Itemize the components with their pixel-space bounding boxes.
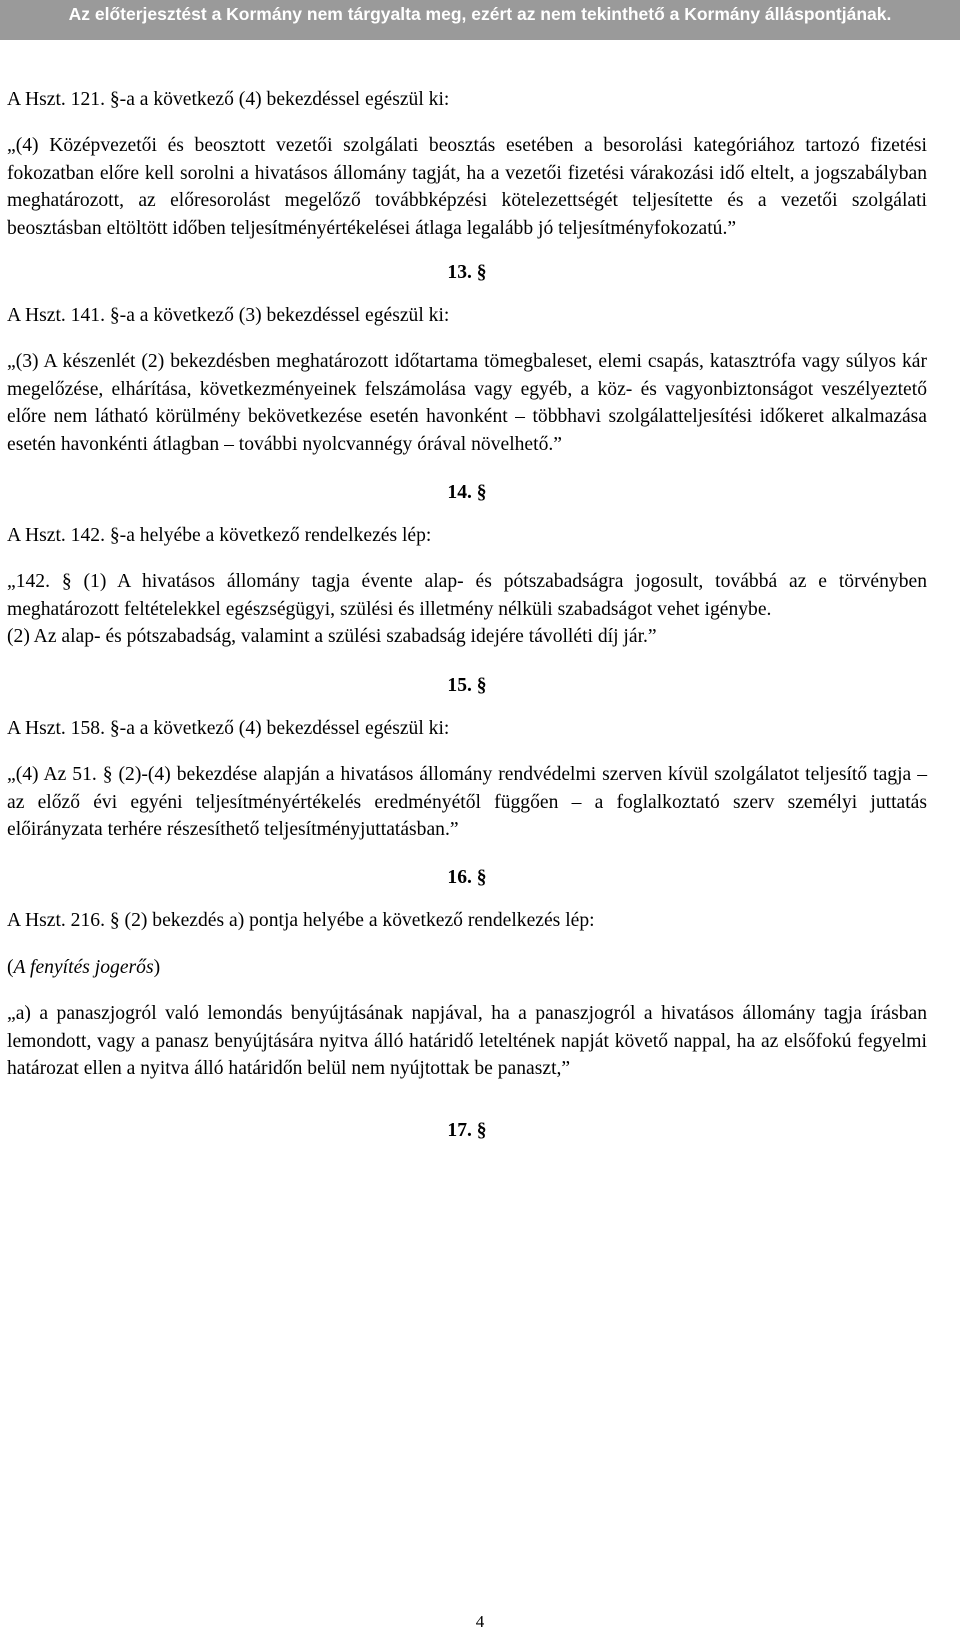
section-heading-17: 17. § <box>447 1120 487 1142</box>
amendment-intro-141: A Hszt. 141. §-a a következő (3) bekezdéssel egészül ki: <box>7 305 450 327</box>
section-heading-14: 14. § <box>447 482 487 504</box>
amendment-text-121-4: „(4) Középvezetői és beosztott vezetői szolgálati beosztás esetében a besorolási kategóriához tartozó fizetési fokozatban előre kell sorolni a hivatásos állomány tagját, ha a vezetői fizetési várakozási idő eltelt, a jogszabályban meghatározott, az előresorolást megelőző továbbképzési kötelezettségét teljesítette és a vezetői szolgálati beosztásban eltöltött időben teljesítményértékelései átlaga legalább jó teljesítményfokozatú.” <box>7 135 927 239</box>
amendment-intro-142: A Hszt. 142. §-a helyébe a következő rendelkezés lép: <box>7 525 432 547</box>
amendment-text-142-1: „142. § (1) A hivatásos állomány tagja évente alap- és pótszabadságra jogosult, továbbá az e törvényben meghatározott feltételekkel egészségügyi, szülési és illetmény nélküli szabadságot vehet igénybe. <box>7 571 927 620</box>
section-heading-15: 15. § <box>447 674 487 696</box>
amendment-intro-158: A Hszt. 158. §-a a következő (4) bekezdéssel egészül ki: <box>7 717 450 739</box>
amendment-context-216-italic: A fenyítés jogerős <box>13 956 154 978</box>
page-number: 4 <box>475 1612 485 1631</box>
amendment-intro-216: A Hszt. 216. § (2) bekezdés a) pontja helyébe a következő rendelkezés lép: <box>7 910 595 932</box>
amendment-text-141-3: „(3) A készenlét (2) bekezdésben meghatározott időtartama tömegbaleset, elemi csapás, katasztrófa vagy súlyos kár megelőzése, elhárítása, következményeinek felszámolása vagy egyéb, a köz- és vagyonbiztonságot veszélyeztető előre nem látható körülmény bekövetkezése esetén havonként – többhavi szolgálatteljesítési időkeret alkalmazása esetén havonkénti átlagban – további nyolcvannégy órával növelhető.” <box>7 351 927 455</box>
amendment-text-142-2: (2) Az alap- és pótszabadság, valamint a szülési szabadság idejére távolléti díj jár.” <box>7 626 657 648</box>
amendment-text-216-2a: „a) a panaszjogról való lemondás benyújtásának napjával, ha a panaszjogról a hivatásos állomány tagja írásban lemondott, vagy a panasz benyújtására nyitva álló határidő leteltének napját követő nappal, ha az elsőfokú fegyelmi határozat ellen a nyitva álló határidőn belül nem nyújtottak be panaszt,” <box>7 1003 927 1079</box>
draft-notice-text: Az előterjesztést a Kormány nem tárgyalta meg, ezért az nem tekinthető a Kormány álláspontjának. <box>68 4 892 24</box>
amendment-text-158-4: „(4) Az 51. § (2)-(4) bekezdése alapján a hivatásos állomány rendvédelmi szerven kívül szolgálatot teljesítő tagja – az előző évi egyéni teljesítményértékelés eredményétől függően – a foglalkoztató szerv személyi juttatás előirányzata terhére részesíthető teljesítményjuttatásban.” <box>7 764 927 840</box>
draft-notice-banner <box>0 0 960 40</box>
amendment-context-216: (A fenyítés jogerős) <box>7 956 161 978</box>
section-heading-16: 16. § <box>447 867 487 889</box>
amendment-intro-121: A Hszt. 121. §-a a következő (4) bekezdéssel egészül ki: <box>7 89 450 110</box>
section-heading-13: 13. § <box>447 262 487 284</box>
document-body <box>7 86 927 1144</box>
